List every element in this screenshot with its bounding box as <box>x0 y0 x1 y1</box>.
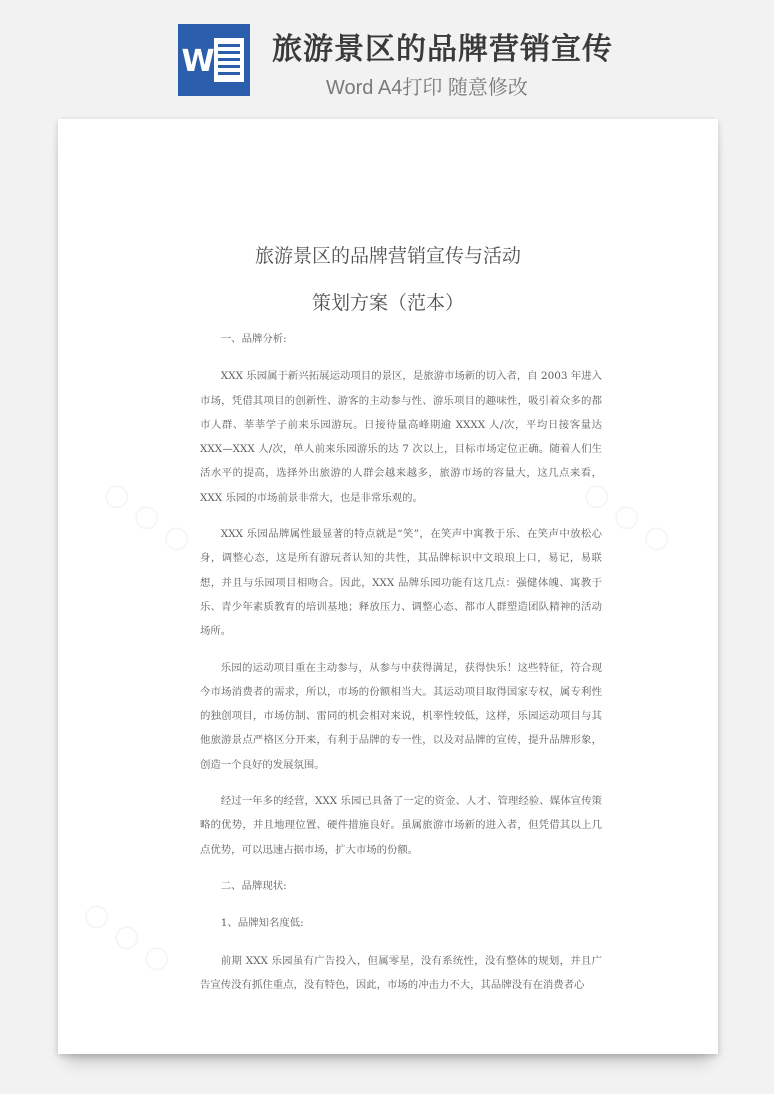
paragraph: 经过一年多的经营，XXX 乐园已具备了一定的资金、人才、管理经验、媒体宣传策略的优势，并且地理位置、硬件措施良好。虽属旅游市场新的进入者，但凭借其以上几点优势，可以迅速占据市场，扩大市场的份额。 <box>200 795 602 856</box>
document-body <box>200 327 602 1009</box>
watermark: ○ ○ ○ <box>576 473 679 560</box>
header-title: 旅游景区的品牌营销宣传 <box>272 32 613 67</box>
document-title-line2: 策划方案（范本） <box>311 292 464 314</box>
subsection-heading: 1、品牌知名度低: <box>220 917 304 930</box>
document-page <box>58 119 718 1054</box>
paragraph: XXX 乐园属于新兴拓展运动项目的景区，是旅游市场新的切入者，自 2003 年进入市场，凭借其项目的创新性、游客的主动参与性、游乐项目的趣味性，吸引着众多的都市人群、莘莘学子前来乐园游玩。日接待量高峰期逾 XXXX 人/次，平均日接客量达 XXX—XXX 人/次，单人前来乐园游乐的达 7 次以上，目标市场定位正确。随着人们生活水平的提高，选择外出旅游的人群会越来越多，旅游市场的容量大，这几点来看，XXX 乐园的市场前景非常大，也是非常乐观的。 <box>200 370 602 504</box>
section-heading: 一、品牌分析: <box>220 333 287 345</box>
word-icon-letter: W <box>181 44 215 79</box>
paragraph: 乐园的运动项目重在主动参与，从参与中获得满足，获得快乐！这些特征，符合现今市场消费者的需求，所以，市场的份额相当大。其运动项目取得国家专权，属专利性的独创项目，市场仿制、雷同的机会相对来说，机率性较低，这样，乐园运动项目与其他旅游景点严格区分开来，有利于品牌的专一性，以及对品牌的宣传，提升品牌形象，创造一个良好的发展氛围。 <box>200 661 602 771</box>
watermark: ○ ○ ○ <box>96 473 199 560</box>
document-title-line1: 旅游景区的品牌营销宣传与活动 <box>254 245 521 267</box>
section-heading: 二、品牌现状: <box>220 879 287 892</box>
word-document-icon <box>178 24 250 96</box>
page-header <box>0 0 774 110</box>
paragraph: 前期 XXX 乐园虽有广告投入，但属零星，没有系统性，没有整体的规划，并且广告宣传没有抓住重点，没有特色，因此，市场的冲击力不大，其品牌没有在消费者心 <box>200 954 602 991</box>
header-subtitle: Word A4打印 随意修改 <box>326 77 528 99</box>
watermark: ○ ○ ○ <box>76 893 179 980</box>
paragraph: XXX 乐园品牌属性最显著的特点就是“笑”，在笑声中寓教于乐、在笑声中放松心身，调整心态，这是所有游玩者认知的共性，其品牌标识中文琅琅上口，易记，易联想，并且与乐园项目相吻合。因此，XXX 品牌乐园功能有这几点：强健体魄、寓教于乐、青少年素质教育的培训基地；释放压力、调整心态、都市人群塑造团队精神的活动场所。 <box>200 528 602 638</box>
